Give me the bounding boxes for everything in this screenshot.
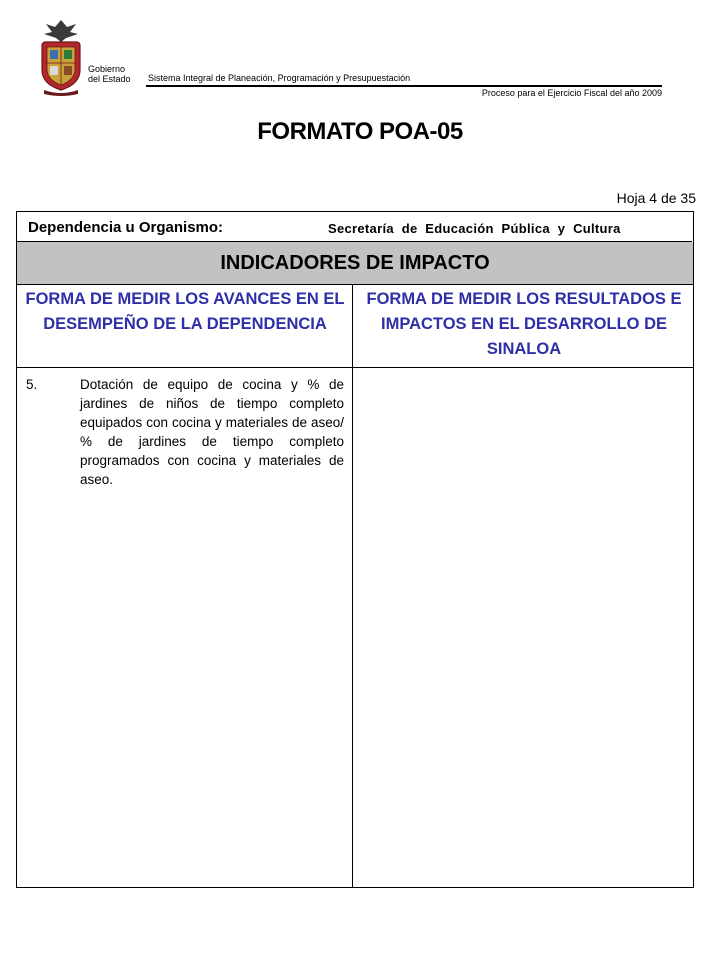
header-divider [146,85,662,87]
list-item [26,375,344,489]
section-title: INDICADORES DE IMPACTO [220,252,490,274]
government-label-line1: Gobierno [88,64,126,74]
column-heading-impact: FORMA DE MEDIR LOS RESULTADOS E IMPACTOS EN EL DESARROLLO DE SINALOA [366,290,682,358]
process-label: Proceso para el Ejercicio Fiscal del año 2009 [481,88,662,98]
agency-value: Secretaría de Educación Pública y Cultura [328,221,621,236]
agency-label: Dependencia u Organismo: [28,219,224,236]
document-title: FORMATO POA-05 [257,118,463,145]
government-label-line2: del Estado [88,74,131,84]
government-label [88,64,131,84]
system-name: Sistema Integral de Planeación, Programación y Presupuestación [148,73,411,83]
page-number: Hoja 4 de 35 [616,190,696,206]
column-divider [352,284,353,887]
column-heading-divider [16,367,694,368]
state-seal-icon [36,18,86,96]
list-item-number: 5. [26,377,38,392]
column-heading-performance: FORMA DE MEDIR LOS AVANCES EN EL DESEMPEÑO DE LA DEPENDENCIA [25,290,345,333]
list-item-text: Dotación de equipo de cocina y % de jardines de niños de tiempo completo equipados con cocina y materiales de aseo/ % de jardines de tiempo completo programados con cocina y materiales de aseo. [80,377,344,487]
